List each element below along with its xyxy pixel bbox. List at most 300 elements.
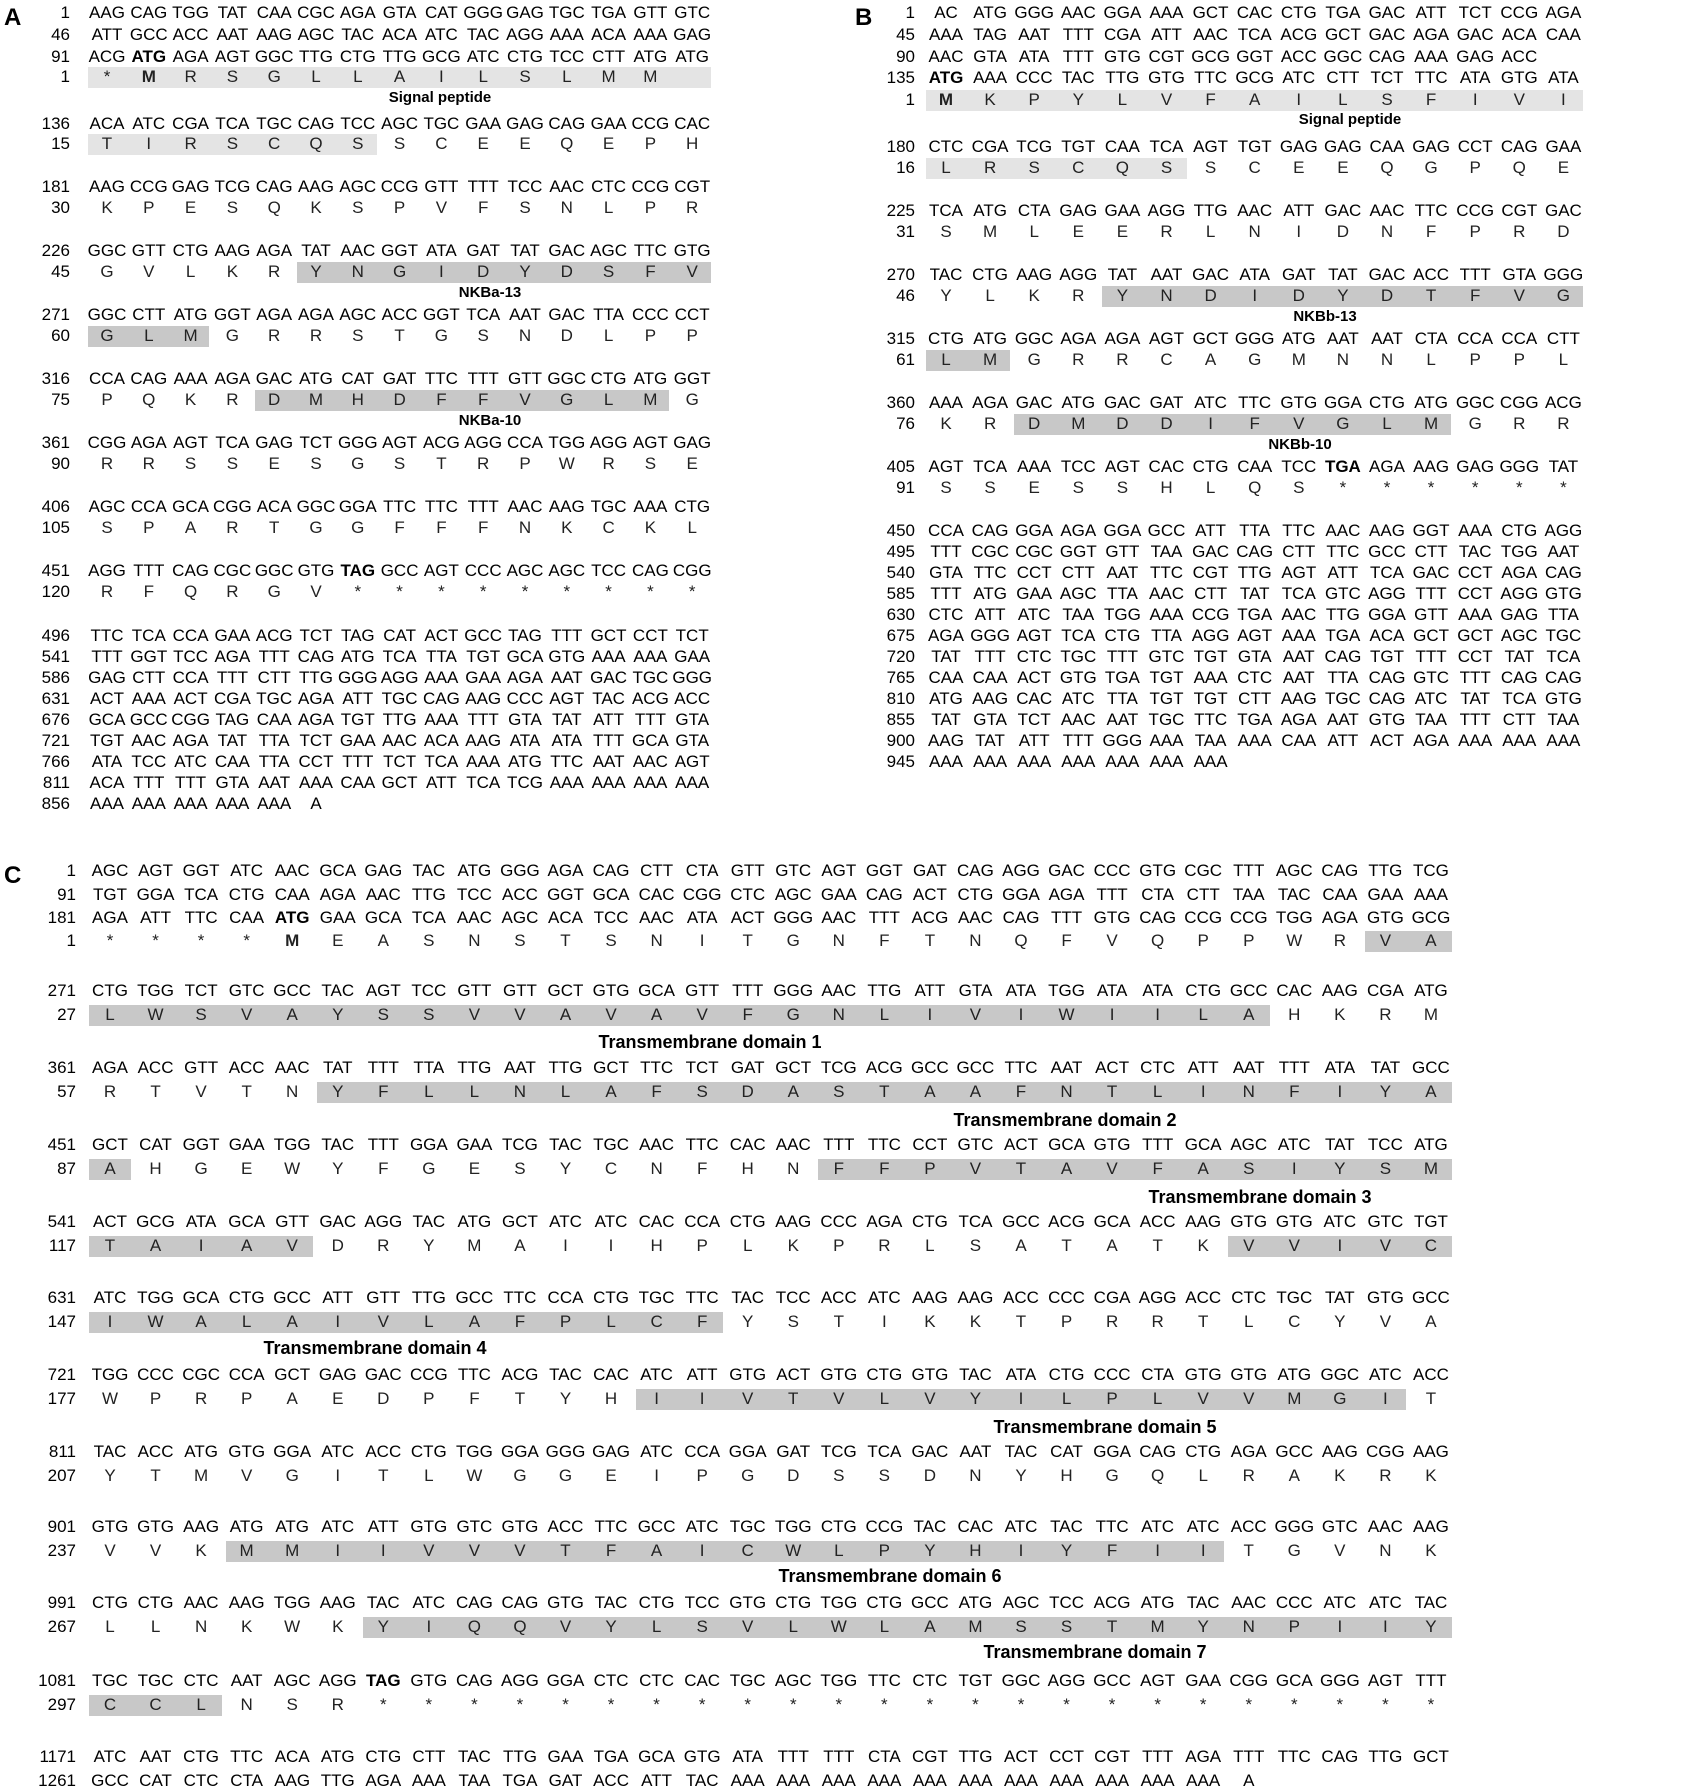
codon: CTG: [1192, 457, 1229, 476]
amino-acid: E: [1557, 158, 1570, 177]
codon: GGT: [673, 369, 711, 388]
codon: AAG: [183, 1517, 220, 1536]
codon: CCG: [631, 177, 670, 196]
codon: TTC: [1095, 1517, 1129, 1536]
codon: TGG: [1275, 908, 1313, 927]
codon: AAT: [258, 773, 291, 792]
codon: CAC: [593, 1365, 629, 1384]
nucleotide-number: 450: [886, 521, 915, 540]
codon: TCA: [929, 201, 963, 220]
amino-acid: N: [1336, 350, 1350, 369]
codon: GGG: [970, 626, 1010, 645]
codon: AAA: [1149, 752, 1184, 771]
amino-acid: N: [1160, 286, 1173, 305]
codon: ATG: [184, 1442, 218, 1461]
codon: GAG: [255, 433, 294, 452]
codon: GTG: [1139, 861, 1177, 880]
codon: TCT: [685, 1058, 719, 1077]
codon: ATG: [275, 1517, 310, 1536]
amino-acid: F: [696, 1159, 708, 1178]
amino-acid: T: [104, 1236, 116, 1255]
codon: ATG: [633, 369, 668, 388]
amino-acid: A: [286, 1005, 298, 1024]
codon: CCT: [632, 626, 668, 645]
amino-acid: V: [1293, 414, 1305, 433]
codon: CGG: [672, 561, 712, 580]
codon: TCA: [411, 908, 446, 927]
domain-band: [926, 350, 1010, 371]
codon: GAC: [319, 1212, 357, 1231]
codon: TTG: [1237, 563, 1272, 582]
amino-acid: D: [393, 390, 406, 409]
codon: GTT: [131, 241, 166, 260]
codon: CCA: [172, 626, 209, 645]
codon: GCC: [273, 1288, 312, 1307]
codon: GCC: [1275, 1442, 1314, 1461]
region-label: Transmembrane domain 1: [598, 1032, 822, 1052]
codon: CTG: [1369, 393, 1405, 412]
codon: CCA: [130, 497, 167, 516]
codon: AGG: [318, 1671, 357, 1690]
residue-number: 16: [896, 158, 915, 177]
codon: AAA: [928, 393, 964, 412]
codon: CAA: [274, 885, 310, 904]
codon: TGC: [381, 689, 418, 708]
codon: ATG: [1277, 1365, 1312, 1384]
codon: TCG: [1016, 137, 1053, 156]
codon: TAC: [458, 1747, 491, 1766]
codon: GGT: [182, 861, 220, 880]
amino-acid: R: [1116, 350, 1129, 369]
codon: TTA: [425, 647, 457, 666]
codon: GTA: [508, 710, 542, 729]
amino-acid: R: [686, 198, 699, 217]
amino-acid: M: [285, 931, 300, 950]
amino-acid: *: [607, 1695, 615, 1714]
amino-acid: W: [830, 1617, 847, 1636]
amino-acid: A: [787, 1082, 799, 1101]
amino-acid: G: [309, 518, 323, 537]
nucleotide-number: 1: [60, 3, 70, 22]
amino-acid: D: [741, 1082, 754, 1101]
codon: GTT: [508, 369, 542, 388]
codon: CAC: [638, 1212, 675, 1231]
codon: ATT: [1415, 3, 1447, 22]
codon: GTG: [1366, 908, 1404, 927]
codon: CTG: [365, 1747, 402, 1766]
codon: AGT: [1016, 626, 1052, 645]
codon: AAA: [1414, 47, 1449, 66]
codon: CTA: [1141, 885, 1175, 904]
codon: TAT: [217, 3, 248, 22]
amino-acid: L: [353, 67, 363, 86]
amino-acid: R: [184, 134, 197, 153]
codon: ATC: [1369, 1365, 1402, 1384]
codon: CAG: [130, 3, 168, 22]
residue-number: 177: [47, 1389, 76, 1408]
codon: GTG: [1544, 689, 1582, 708]
codon: ATA: [91, 752, 123, 771]
codon: AGT: [138, 861, 174, 880]
codon: AAG: [1280, 689, 1317, 708]
codon: TAA: [1150, 542, 1183, 561]
amino-acid: F: [645, 262, 656, 281]
amino-acid: V: [1334, 1541, 1346, 1560]
amino-acid: F: [1425, 222, 1437, 241]
codon: CCT: [1457, 647, 1493, 666]
amino-acid: K: [969, 1312, 982, 1331]
amino-acid: L: [1205, 478, 1216, 497]
codon: AAC: [1149, 584, 1184, 603]
amino-acid: G: [513, 1466, 527, 1485]
codon: AAT: [139, 1747, 172, 1766]
amino-acid: V: [195, 1082, 207, 1101]
codon: CAC: [674, 114, 711, 133]
amino-acid: V: [559, 1617, 572, 1636]
codon: TTC: [383, 497, 417, 516]
region-label: NKBa-10: [458, 412, 522, 429]
codon: AAA: [1149, 605, 1184, 624]
amino-acid: L: [1029, 222, 1039, 241]
codon: A: [1243, 1771, 1255, 1790]
amino-acid: A: [1106, 1236, 1118, 1255]
codon: AGG: [1059, 265, 1098, 284]
codon: TCC: [411, 981, 447, 1000]
codon: CGA: [971, 137, 1009, 156]
amino-acid: S: [195, 1005, 207, 1024]
codon: ACC: [593, 1771, 629, 1790]
codon: ACC: [1003, 1288, 1039, 1307]
nucleotide-number: 1081: [38, 1671, 76, 1690]
codon: CTC: [1231, 1288, 1267, 1307]
codon: GAA: [228, 1135, 265, 1154]
amino-acid: L: [469, 1082, 480, 1101]
amino-acid: L: [1198, 1466, 1208, 1485]
codon: CTT: [1282, 542, 1316, 561]
codon: CCA: [684, 1212, 721, 1231]
amino-acid: M: [308, 390, 324, 409]
codon: CCC: [506, 689, 544, 708]
codon: CCA: [172, 668, 209, 687]
nucleotide-number: 1261: [38, 1771, 76, 1790]
codon: ACT: [1095, 1058, 1130, 1077]
codon: TGA: [593, 1747, 629, 1766]
amino-acid: C: [1424, 1236, 1438, 1255]
codon: GTT: [633, 3, 668, 22]
codon: CTG: [339, 47, 376, 66]
codon: GCT: [593, 1058, 629, 1077]
amino-acid: G: [351, 454, 365, 473]
amino-acid: *: [789, 1695, 797, 1714]
codon: AAT: [1018, 25, 1051, 44]
codon: ACG: [865, 1058, 903, 1077]
amino-acid: S: [352, 198, 364, 217]
codon: AGG: [88, 561, 126, 580]
amino-acid: T: [394, 326, 405, 345]
codon: TTG: [411, 1288, 446, 1307]
codon: TAG: [340, 561, 376, 580]
codon: AAA: [928, 752, 964, 771]
codon: GCG: [136, 1212, 175, 1231]
codon: ATT: [974, 605, 1006, 624]
codon: CAC: [729, 1135, 766, 1154]
amino-acid: *: [1383, 478, 1391, 497]
amino-acid: N: [560, 198, 573, 217]
amino-acid: V: [149, 1541, 162, 1560]
amino-acid: L: [196, 1695, 206, 1714]
amino-acid: V: [1513, 90, 1525, 109]
codon: TGT: [958, 1671, 993, 1690]
codon: GTT: [184, 1058, 219, 1077]
codon: TTT: [467, 369, 499, 388]
codon: ACC: [547, 1517, 584, 1536]
codon: TCT: [184, 981, 218, 1000]
residue-number: 76: [896, 414, 915, 433]
amino-acid: I: [1155, 1541, 1161, 1560]
codon: TCC: [1281, 457, 1317, 476]
codon: TGG: [820, 1671, 858, 1690]
codon: AGC: [273, 1671, 311, 1690]
codon: TCC: [591, 561, 627, 580]
amino-acid: F: [696, 1312, 708, 1331]
amino-acid: F: [1061, 931, 1072, 950]
amino-acid: V: [833, 1389, 845, 1408]
codon: CCG: [409, 1365, 448, 1384]
codon: AGT: [1140, 1671, 1176, 1690]
codon: CTC: [928, 137, 964, 156]
amino-acid: T: [879, 1082, 890, 1101]
amino-acid: G: [1105, 1466, 1119, 1485]
codon: GTG: [297, 561, 335, 580]
codon: AAA: [1546, 731, 1581, 750]
amino-acid: G: [100, 262, 114, 281]
amino-acid: Q: [1380, 158, 1394, 177]
amino-acid: L: [651, 1617, 662, 1636]
codon: ATG: [1061, 393, 1096, 412]
amino-acid: L: [105, 1005, 115, 1024]
amino-acid: *: [562, 1695, 569, 1714]
codon: CTC: [912, 1671, 948, 1690]
codon: TAT: [1328, 265, 1358, 284]
amino-acid: A: [1425, 1082, 1437, 1101]
amino-acid: D: [268, 390, 281, 409]
amino-acid: *: [1290, 1695, 1298, 1714]
codon: TAT: [1370, 1058, 1401, 1077]
codon: ACA: [548, 908, 583, 927]
amino-acid: E: [332, 1389, 344, 1408]
amino-acid: L: [185, 262, 196, 281]
amino-acid: L: [1198, 1005, 1208, 1024]
codon: GTT: [366, 1288, 401, 1307]
amino-acid: P: [924, 1159, 936, 1178]
nucleotide-number: 405: [886, 457, 915, 476]
amino-acid: N: [351, 262, 364, 281]
codon: GCT: [1192, 3, 1229, 22]
amino-acid: A: [650, 1541, 663, 1560]
amino-acid: L: [1338, 90, 1348, 109]
codon: TGT: [1149, 668, 1184, 687]
amino-acid: F: [378, 1159, 389, 1178]
codon: ATA: [185, 1212, 217, 1231]
codon: AGT: [1149, 329, 1184, 348]
codon: CCA: [1457, 329, 1494, 348]
codon: AAG: [957, 1288, 994, 1307]
amino-acid: E: [602, 134, 615, 153]
codon: ATC: [1323, 1212, 1357, 1231]
codon: TTT: [1459, 710, 1491, 729]
codon: CTG: [1185, 1442, 1222, 1461]
codon: TAA: [1415, 710, 1447, 729]
amino-acid: R: [1105, 1312, 1119, 1331]
codon: ATT: [140, 908, 171, 927]
amino-acid: V: [605, 1005, 617, 1024]
amino-acid: G: [267, 67, 281, 86]
codon: TCG: [214, 177, 251, 196]
codon: AAG: [274, 1771, 311, 1790]
amino-acid: S: [377, 1005, 389, 1024]
amino-acid: I: [927, 1005, 933, 1024]
amino-acid: V: [1243, 1236, 1255, 1255]
codon: AGG: [1191, 626, 1230, 645]
codon: TCG: [820, 1442, 857, 1461]
codon: ATG: [633, 47, 668, 66]
amino-acid: I: [654, 1466, 659, 1485]
codon: CAC: [1276, 981, 1313, 1000]
codon: GGA: [338, 497, 377, 516]
amino-acid: P: [696, 1466, 708, 1485]
amino-acid: W: [1286, 931, 1303, 950]
codon: TTC: [867, 1671, 901, 1690]
codon: TCA: [1061, 626, 1096, 645]
amino-acid: L: [150, 1617, 161, 1636]
codon: ATT: [367, 1517, 399, 1536]
amino-acid: P: [393, 198, 406, 217]
codon: TCC: [593, 908, 629, 927]
amino-acid: *: [744, 1695, 751, 1714]
codon: AAA: [131, 794, 166, 813]
codon: AAA: [1413, 885, 1448, 904]
codon: TAC: [1414, 1593, 1448, 1612]
amino-acid: N: [1242, 1082, 1255, 1101]
codon: AAC: [131, 731, 167, 750]
codon: GAC: [255, 369, 293, 388]
codon: ATG: [340, 647, 375, 666]
codon: GCC: [1368, 542, 1406, 561]
codon: GTC: [228, 981, 265, 1000]
codon: TCC: [340, 114, 376, 133]
amino-acid: I: [380, 1541, 386, 1560]
residue-number: 1: [66, 931, 76, 950]
nucleotide-number: 226: [41, 241, 70, 260]
amino-acid: P: [1469, 158, 1481, 177]
amino-acid: L: [925, 1236, 935, 1255]
codon: GCA: [182, 1288, 220, 1307]
amino-acid: R: [1557, 414, 1570, 433]
residue-number: 61: [896, 350, 915, 369]
codon: TCA: [184, 885, 219, 904]
amino-acid: A: [924, 1082, 936, 1101]
amino-acid: Q: [267, 198, 281, 217]
amino-acid: *: [379, 1695, 387, 1714]
codon: GAT: [1281, 265, 1316, 284]
codon: TGA: [1325, 626, 1361, 645]
codon: AAC: [1060, 3, 1096, 22]
codon: CAT: [139, 1135, 172, 1154]
codon: AGC: [590, 241, 628, 260]
amino-acid: V: [1243, 1389, 1255, 1408]
codon: TGT: [340, 710, 375, 729]
amino-acid: F: [436, 518, 447, 537]
codon: CTC: [1016, 647, 1052, 666]
amino-acid: L: [144, 326, 154, 345]
codon: AGT: [632, 433, 668, 452]
amino-acid: S: [477, 326, 489, 345]
nucleotide-number: 675: [886, 626, 915, 645]
codon: GGG: [1499, 457, 1540, 476]
amino-acid: R: [377, 1236, 390, 1255]
amino-acid: Y: [1379, 1082, 1392, 1101]
amino-acid: S: [605, 931, 617, 950]
codon: AAA: [424, 668, 459, 687]
region-label: Transmembrane domain 4: [263, 1338, 487, 1358]
codon: TTC: [1326, 542, 1360, 561]
amino-acid: F: [378, 1082, 389, 1101]
codon: TAC: [412, 1212, 446, 1231]
amino-acid: P: [1028, 90, 1040, 109]
amino-acid: S: [1116, 478, 1129, 497]
codon: TCG: [507, 773, 543, 792]
codon: AAC: [1369, 201, 1405, 220]
codon: GCC: [1147, 521, 1186, 540]
codon: AAA: [633, 25, 668, 44]
codon: GGG: [545, 1442, 586, 1461]
codon: CGT: [1148, 47, 1185, 66]
codon: TGG: [1103, 605, 1141, 624]
amino-acid: Y: [1116, 286, 1129, 305]
codon: TTT: [1062, 25, 1094, 44]
codon: AAA: [591, 773, 626, 792]
codon: GTG: [91, 1517, 129, 1536]
amino-acid: S: [423, 1005, 435, 1024]
codon: CTT: [132, 668, 166, 687]
codon: TGT: [1237, 137, 1272, 156]
codon: GCA: [172, 497, 210, 516]
codon: AAC: [365, 885, 401, 904]
amino-acid: M: [1150, 1617, 1165, 1636]
amino-acid: *: [1471, 478, 1479, 497]
amino-acid: W: [466, 1466, 483, 1485]
codon: TAT: [975, 731, 1005, 750]
amino-acid: F: [879, 1159, 890, 1178]
codon: CTT: [1186, 885, 1220, 904]
codon: CGC: [1184, 861, 1223, 880]
codon: AGT: [423, 561, 459, 580]
codon: AGA: [92, 1058, 128, 1077]
codon: TGT: [1370, 647, 1404, 666]
codon: CTA: [230, 1771, 264, 1790]
codon: CCC: [1275, 1593, 1313, 1612]
codon: AAC: [1193, 25, 1229, 44]
amino-acid: I: [146, 134, 152, 153]
amino-acid: A: [1288, 1466, 1300, 1485]
amino-acid: S: [514, 931, 526, 950]
codon: CCA: [547, 1288, 584, 1307]
codon: ACT: [1004, 1135, 1038, 1154]
amino-acid: C: [1072, 158, 1085, 177]
codon: AAT: [1326, 329, 1359, 348]
codon: CAG: [971, 521, 1009, 540]
codon: CTG: [410, 1442, 447, 1461]
